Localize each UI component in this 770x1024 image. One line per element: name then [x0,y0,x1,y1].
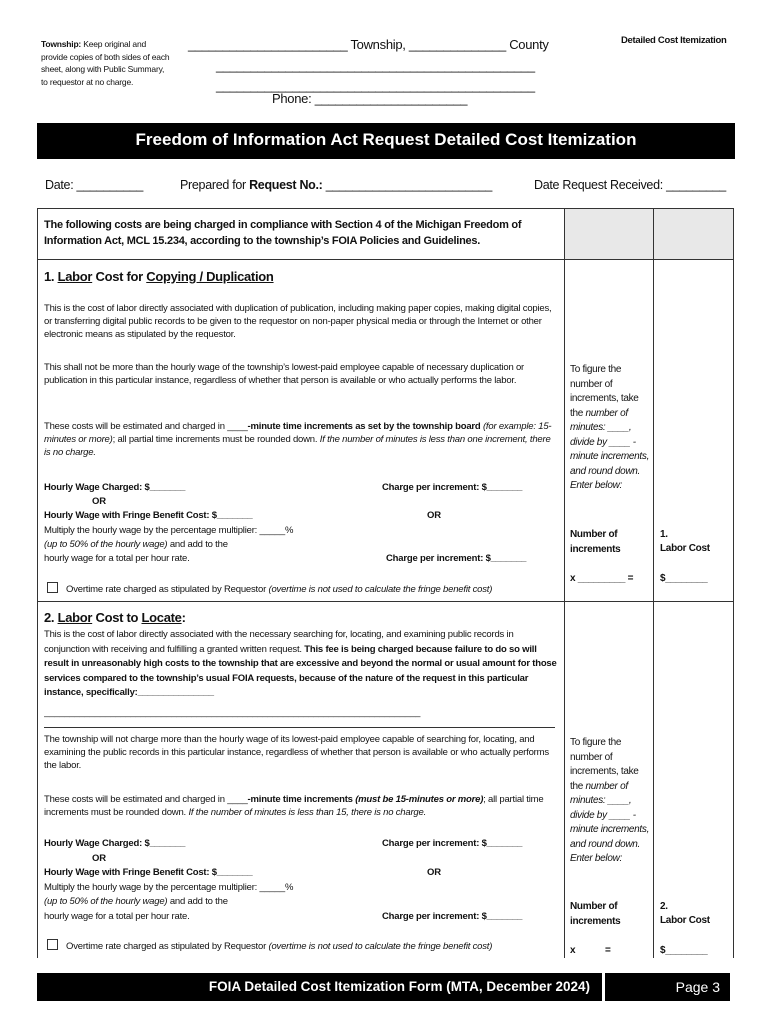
section1-title-labor: Labor [57,269,93,284]
s1-upto: (up to 50% of the hourly wage) [44,539,168,550]
section2-overtime-checkbox[interactable] [47,939,58,950]
section2-increments-field[interactable]: x = [570,945,611,956]
section2-charge-per-increment-1[interactable]: Charge per increment: $_______ [382,838,523,849]
section2-specifically-field[interactable]: __________________________________________________________________________ [44,707,421,718]
s1-mult: Multiply the hourly wage by the percentage multiplier: _____% [44,525,294,536]
table-col-divider-2 [653,208,654,958]
page-title: Freedom of Information Act Request Detailed Cost Itemization [37,123,735,159]
section1-title-mid: Cost for [92,269,147,284]
section2-hourly-wage-field[interactable]: Hourly Wage Charged: $_______ [44,838,186,849]
section2-or-1: OR [92,853,106,864]
table-border-top [37,208,734,209]
section2-paragraph-3 [44,793,558,819]
s1-overtime-note: (overtime is not used to calculate the fringe benefit cost) [268,584,493,595]
section2-title-locate: Locate [141,610,182,625]
s1-p3c: (for example: 15-minutes or more) [44,421,552,445]
footer-page-number: Page 3 [605,973,730,1001]
s2-upto: (up to 50% of the hourly wage) [44,896,168,907]
township-county-field[interactable]: _______________________ Township, ______________ County [188,37,549,52]
s1-side-d: Enter below: [570,480,622,491]
s2-addto: and add to the [167,896,228,907]
section2-labor-cost-field[interactable]: $________ [660,945,708,956]
address-line-2[interactable]: ______________________________________________ [216,78,535,93]
section2-heading [44,610,186,625]
section2-title-end: : [181,610,186,625]
intro-text: The following costs are being charged in compliance with Section 4 of the Michigan Freedom of Information Act, MCL 15.234, according to the township’s FOIA Policies and Guidelines. [44,219,522,247]
section2-increment-instructions [570,736,650,867]
section1-overtime-row [47,582,492,596]
section1-charge-per-increment-2[interactable]: Charge per increment: $_______ [386,553,527,564]
request-no-label: Request No.: [249,178,323,192]
s2-p1b: This fee is being charged because failure to do so will result in unreasonably high costs to the township that are excessive and beyond the normal or usual amount for those services compared to the township’s usual FOIA requests, because of the nature of the request in this particular instance, specifically:_______________ [44,643,557,698]
section1-charge-per-increment-1[interactable]: Charge per increment: $_______ [382,482,523,493]
table-border-right [733,208,734,958]
s1-side-a: To figure the number of increments, take the [570,364,639,419]
section1-or-2: OR [427,510,441,521]
section2-upto-line [44,895,228,908]
section2-title-labor: Labor [57,610,93,625]
section1-paragraph-2: This shall not be more than the hourly wage of the township’s lowest-paid employee capable of necessary duplication or publication in this particular instance, regardless of whether that person is available or who actually performs the labor. [44,362,525,386]
s2-p3e: If the number of minutes is less than 15, there is no charge. [188,807,427,818]
table-border-left [37,208,38,958]
s2-overtime: Overtime rate charged as stipulated by Requestor [66,941,269,952]
phone-field[interactable]: Phone: ______________________ [272,91,468,106]
section2-num: 2. [44,610,58,625]
section2-title-mid: Cost to [92,610,142,625]
section1-or-1: OR [92,496,106,507]
section2-fringe-field[interactable]: Hourly Wage with Fringe Benefit Cost: $_______ [44,867,253,878]
s2-mult: Multiply the hourly wage by the percentage multiplier: _____% [44,882,294,893]
s2-p3c: (must be 15-minutes or more) [355,794,484,805]
section1-overtime-checkbox[interactable] [47,582,58,593]
section2-number-of-increments-label: Number of increments [570,901,621,927]
section1-upto-line [44,538,228,551]
section2-charge-per-increment-2[interactable]: Charge per increment: $_______ [382,911,523,922]
s2-side-b: number of minutes: [570,780,628,806]
section2-or-2: OR [427,867,441,878]
s1-p3a: These costs will be estimated and charged in ____ [44,421,248,432]
section1-num: 1. [44,269,58,284]
section2-overtime-row [47,939,492,953]
section2-labor-cost-label: Labor Cost [660,915,710,926]
section1-labor-cost-label: Labor Cost [660,543,710,554]
section1-labor-num: 1. [660,529,668,540]
s1-addto: and add to the [167,539,228,550]
section2-paragraph-1 [44,628,558,701]
prepared-for-label: Prepared for [180,178,250,192]
instruction-note [41,38,171,88]
section1-labor-cost-field[interactable]: $________ [660,573,708,584]
table-row-divider-1 [37,259,734,260]
section2-total-line: hourly wage for a total per hour rate. [44,911,190,922]
address-line-1[interactable]: ______________________________________________ [216,58,535,73]
s2-p3d: ; all partial time increments must be rounded down. [44,794,544,818]
instruction-note-text: Keep original and provide copies of both sides of each sheet, along with Public Summary, to requestor at no charge. [41,39,170,87]
s2-side-c: ____, divide by ____ -minute increments, and round down. [570,795,650,850]
s1-p3b: -minute time increments as set by the township board [247,421,481,432]
header-shade-col2 [564,209,653,259]
section2-blank-underline [44,727,555,728]
section1-heading [44,269,274,284]
section1-fringe-field[interactable]: Hourly Wage with Fringe Benefit Cost: $_______ [44,510,253,521]
s2-p3b: -minute time increments [247,794,356,805]
table-row-divider-2 [37,601,734,602]
section1-title-copying: Copying / Duplication [146,269,274,284]
s2-side-a: To figure the number of increments, take the [570,737,639,792]
table-col-divider-1 [564,208,565,958]
section1-paragraph-1: This is the cost of labor directly associated with duplication of publication, including making paper copies, making digital copies, or transferring digital public records to be given to the requestor on non-paper physical media or through the Internet or other electronic means as stipulated by the requestor. [44,303,552,340]
section1-hourly-wage-field[interactable]: Hourly Wage Charged: $_______ [44,482,186,493]
request-no-blank: _________________________ [322,178,493,192]
section1-total-line: hourly wage for a total per hour rate. [44,553,190,564]
request-number-field[interactable] [180,178,492,192]
s1-p3d: ; all partial time increments must be rounded down. [112,434,320,445]
s1-side-b: number of minutes: [570,407,628,433]
footer-form-name: FOIA Detailed Cost Itemization Form (MTA, December 2024) [37,973,602,1001]
s1-side-c: ____, divide by ____ -minute increments, and round down. [570,422,650,477]
date-received-field[interactable]: Date Request Received: _________ [534,178,726,192]
corner-title: Detailed Cost Itemization [621,35,727,46]
section1-paragraph-3 [44,420,556,459]
s2-overtime-note: (overtime is not used to calculate the fringe benefit cost) [268,941,493,952]
s1-p3e: If the number of minutes is less than one increment, there is no charge. [44,434,551,458]
section1-number-of-increments-label: Number of increments [570,529,621,555]
header-shade-col3 [654,209,733,259]
section2-labor-num: 2. [660,901,668,912]
section2-paragraph-2: The township will not charge more than the hourly wage of its lowest-paid employee capable of searching for, locating, and examining the public records in this particular instance, regardless of whether that person is available or who actually performs the labor. [44,734,549,771]
section1-increment-instructions [570,363,650,494]
section1-increments-field[interactable]: x _________ = [570,573,634,584]
section1-multiplier-field[interactable] [44,524,293,537]
s2-p3a: These costs will be estimated and charged in ____ [44,794,248,805]
s2-side-d: Enter below: [570,853,622,864]
section2-multiplier-field[interactable] [44,881,293,894]
date-field[interactable]: Date: __________ [45,178,144,192]
s1-overtime: Overtime rate charged as stipulated by Requestor [66,584,269,595]
s2-p1a: This is the cost of labor directly associated with the necessary searching for, locating, and examining public records in conjunction with receiving and fulfilling a granted written request. [44,629,514,655]
instruction-note-label: Township: [41,39,82,49]
